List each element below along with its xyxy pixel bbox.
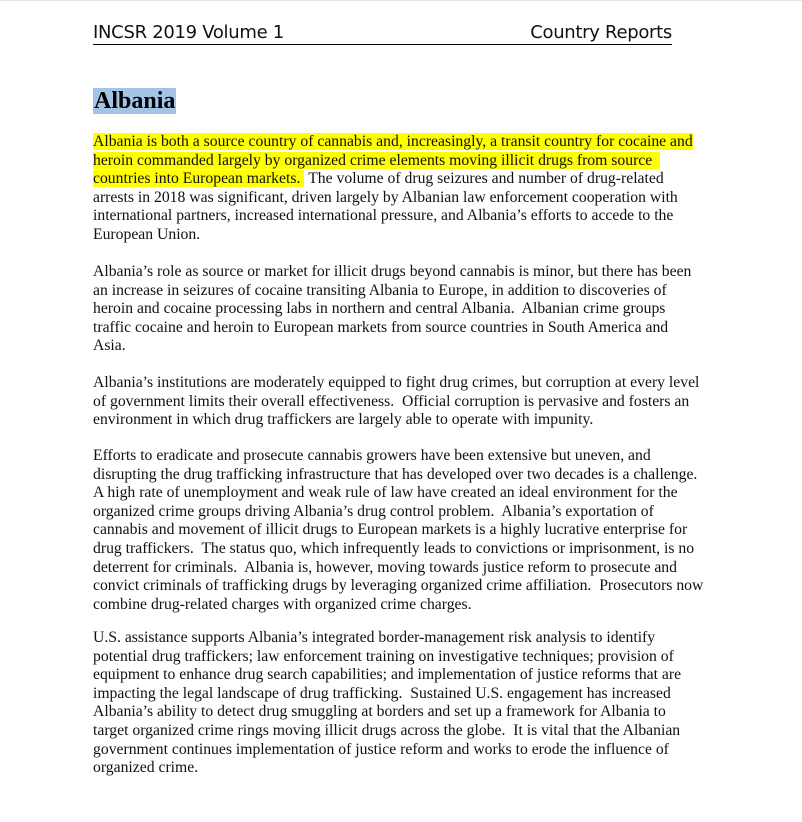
text-line: Albania’s institutions are moderately equipped to fight drug crimes, but corruption at every level bbox=[93, 374, 700, 391]
text-line: U.S. assistance supports Albania’s integrated border-management risk analysis to identify bbox=[93, 629, 656, 646]
text-line: European Union. bbox=[93, 225, 201, 243]
paragraph-institutions bbox=[93, 374, 733, 430]
text-line: drug traffickers. The status quo, which infrequently leads to convictions or imprisonment, is no bbox=[93, 539, 695, 557]
text-line bbox=[93, 133, 733, 152]
text-line: cannabis and movement of illicit drugs to European markets is a highly lucrative enterprise for bbox=[93, 521, 688, 539]
text-line: combine drug-related charges with organized crime charges. bbox=[93, 595, 472, 613]
text-line: disrupting the drug trafficking infrastructure that has developed over two decades is a challenge. bbox=[93, 465, 698, 483]
page-header bbox=[93, 20, 672, 45]
text-line: target organized crime rings moving illicit drugs across the globe. It is vital that the Albanian bbox=[93, 721, 681, 739]
text-segment: The volume of drug seizures and number of drug-related bbox=[308, 170, 664, 188]
text-line bbox=[93, 170, 733, 189]
text-line: organized crime groups driving Albania’s drug control problem. Albania’s exportation of bbox=[93, 502, 654, 520]
text-line: Asia. bbox=[93, 337, 126, 355]
text-line: heroin and cocaine processing labs in northern and central Albania. Albanian crime groups bbox=[93, 300, 666, 318]
text-line: equipment to enhance drug search capabilities; and implementation of justice reforms that are bbox=[93, 666, 682, 684]
paragraph-us-assistance bbox=[93, 629, 733, 778]
text-line: impacting the legal landscape of drug trafficking. Sustained U.S. engagement has increased bbox=[93, 684, 671, 702]
text-line: Efforts to eradicate and prosecute cannabis growers have been extensive but uneven, and bbox=[93, 447, 651, 464]
text-line bbox=[93, 152, 733, 171]
text-line: convict criminals of trafficking drugs by leveraging organized crime affiliation. Prosecutors now bbox=[93, 577, 704, 595]
country-title[interactable]: Albania bbox=[94, 88, 176, 114]
text-line: environment in which drug traffickers are largely able to operate with impunity. bbox=[93, 411, 594, 429]
text-line: arrests in 2018 was significant, driven largely by Albanian law enforcement cooperation with bbox=[93, 188, 678, 206]
text-line: organized crime. bbox=[93, 759, 199, 777]
highlighted-text[interactable]: heroin commanded largely by organized crime elements moving illicit drugs from source bbox=[93, 152, 660, 169]
text-line: of government limits their overall effectiveness. Official corruption is pervasive and fosters an bbox=[93, 392, 690, 410]
text-line: international partners, increased international pressure, and Albania’s efforts to accede to the bbox=[93, 207, 674, 225]
paragraph-eradication bbox=[93, 447, 733, 614]
text-line: deterrent for criminals. Albania is, however, moving towards justice reform to prosecute and bbox=[93, 558, 677, 576]
text-line: A high rate of unemployment and weak rule of law have created an ideal environment for the bbox=[93, 484, 678, 502]
text-line: Albania’s role as source or market for illicit drugs beyond cannabis is minor, but there has been bbox=[93, 263, 692, 280]
text-line: potential drug traffickers; law enforcement training on investigative techniques; provision of bbox=[93, 647, 674, 665]
paragraph-overview bbox=[93, 133, 733, 245]
paragraph-drug-role bbox=[93, 263, 733, 356]
header-section: Country Reports bbox=[530, 22, 672, 43]
highlighted-text[interactable]: Albania is both a source country of cannabis and, increasingly, a transit country for cocaine and bbox=[93, 133, 693, 150]
highlighted-text[interactable]: countries into European markets. bbox=[93, 170, 304, 187]
text-line: an increase in seizures of cocaine transiting Albania to Europe, in addition to discoveries of bbox=[93, 281, 667, 299]
text-line: government continues implementation of justice reform and works to erode the influence of bbox=[93, 740, 669, 758]
header-volume: INCSR 2019 Volume 1 bbox=[93, 22, 284, 43]
text-line: traffic cocaine and heroin to European markets from source countries in South America and bbox=[93, 318, 669, 336]
text-line: Albania’s ability to detect drug smuggling at borders and set up a framework for Albania to bbox=[93, 703, 666, 721]
